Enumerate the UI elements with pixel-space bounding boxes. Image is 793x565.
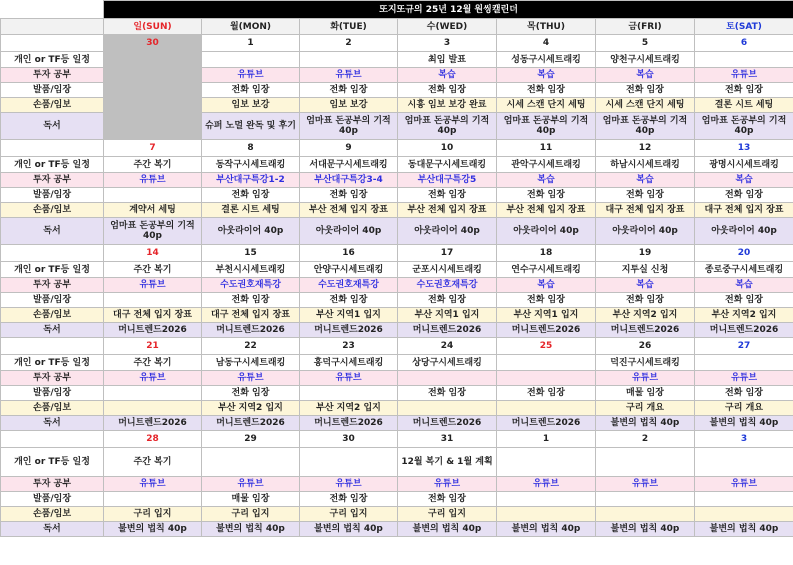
date-cell: 13 (695, 140, 793, 157)
calendar-cell: 구리 입지 (300, 507, 398, 522)
calendar-cell: 유튜브 (596, 371, 695, 386)
calendar-cell: 머니트렌드2026 (104, 416, 202, 431)
calendar-cell: 불변의 법칙 40p (695, 522, 793, 537)
day-header: 토(SAT) (695, 19, 793, 35)
calendar-cell (300, 52, 398, 68)
calendar-cell (300, 448, 398, 477)
date-cell: 19 (596, 245, 695, 262)
calendar-title: 또지또규의 25년 12월 원씽캘린더 (104, 1, 793, 19)
calendar-cell: 매물 임장 (596, 386, 695, 401)
row-label: 발품/임장 (1, 492, 104, 507)
date-cell: 14 (104, 245, 202, 262)
date-cell: 11 (497, 140, 596, 157)
calendar-cell: 복습 (497, 278, 596, 293)
row-label: 투자 공부 (1, 477, 104, 492)
calendar-cell: 불변의 법칙 40p (398, 522, 497, 537)
calendar-cell (497, 371, 596, 386)
calendar-cell: 시세 스캔 단지 세팅 (497, 98, 596, 113)
calendar-cell: 부산 지역2 입지 (695, 308, 793, 323)
calendar-cell: 머니트렌드2026 (398, 416, 497, 431)
calendar-cell: 지투실 신청 (596, 262, 695, 278)
date-cell: 27 (695, 338, 793, 355)
calendar-cell: 부산대구특강5 (398, 173, 497, 188)
calendar-cell: 대구 전체 입지 장표 (202, 308, 300, 323)
day-header: 금(FRI) (596, 19, 695, 35)
calendar-cell (104, 68, 202, 83)
week-spacer (1, 245, 104, 262)
date-cell: 5 (596, 35, 695, 52)
calendar-cell (398, 371, 497, 386)
calendar-cell: 유튜브 (695, 68, 793, 83)
calendar-cell (695, 507, 793, 522)
calendar-cell (104, 401, 202, 416)
calendar-cell: 양천구시세트래킹 (596, 52, 695, 68)
row-label: 손품/임보 (1, 507, 104, 522)
row-label: 독서 (1, 522, 104, 537)
calendar-cell: 유튜브 (300, 371, 398, 386)
calendar-cell: 동작구시세트래킹 (202, 157, 300, 173)
calendar-cell: 구리 개요 (596, 401, 695, 416)
calendar-cell (300, 386, 398, 401)
calendar-cell (497, 401, 596, 416)
calendar-cell: 최임 발표 (398, 52, 497, 68)
calendar-cell: 전화 임장 (596, 83, 695, 98)
calendar-cell: 머니트렌드2026 (300, 323, 398, 338)
calendar-cell: 아웃라이어 40p (202, 218, 300, 245)
calendar-cell: 불변의 법칙 40p (300, 522, 398, 537)
calendar-cell: 주간 복기 (104, 262, 202, 278)
calendar-cell: 동대문구시세트래킹 (398, 157, 497, 173)
date-cell: 3 (398, 35, 497, 52)
calendar-cell (596, 448, 695, 477)
date-cell: 23 (300, 338, 398, 355)
date-cell: 25 (497, 338, 596, 355)
calendar-cell: 유튜브 (398, 477, 497, 492)
calendar-cell: 엄마표 돈공부의 기적 40p (398, 113, 497, 140)
calendar-cell: 결론 시트 세팅 (695, 98, 793, 113)
calendar-cell: 머니트렌드2026 (497, 323, 596, 338)
calendar-cell: 계약서 세팅 (104, 203, 202, 218)
calendar-cell: 유튜브 (596, 477, 695, 492)
calendar-cell: 부산 지역2 입지 (596, 308, 695, 323)
row-label: 손품/임보 (1, 308, 104, 323)
day-header: 목(THU) (497, 19, 596, 35)
calendar-cell (596, 507, 695, 522)
calendar-cell: 유튜브 (202, 371, 300, 386)
calendar-cell (202, 448, 300, 477)
date-cell: 3 (695, 431, 793, 448)
date-cell: 18 (497, 245, 596, 262)
calendar-cell: 주간 복기 (104, 448, 202, 477)
row-label: 독서 (1, 416, 104, 431)
calendar-cell: 슈퍼 노멀 완독 및 후기 (202, 113, 300, 140)
calendar-cell: 시세 스캔 단지 세팅 (596, 98, 695, 113)
calendar-cell (104, 52, 202, 68)
calendar-cell: 유튜브 (202, 477, 300, 492)
calendar-cell: 엄마표 돈공부의 기적 40p (596, 113, 695, 140)
calendar-cell (497, 492, 596, 507)
calendar-cell: 머니트렌드2026 (202, 416, 300, 431)
row-label: 독서 (1, 218, 104, 245)
calendar-cell: 전화 임장 (300, 293, 398, 308)
calendar-cell: 불변의 법칙 40p (695, 416, 793, 431)
row-label: 투자 공부 (1, 371, 104, 386)
calendar-cell: 전화 임장 (596, 293, 695, 308)
row-label: 개인 or TF등 일정 (1, 262, 104, 278)
row-label: 발품/임장 (1, 83, 104, 98)
calendar-cell: 대구 전체 입지 장표 (104, 308, 202, 323)
date-cell: 22 (202, 338, 300, 355)
row-label: 투자 공부 (1, 278, 104, 293)
calendar-cell: 수도권호재특강 (398, 278, 497, 293)
row-label: 개인 or TF등 일정 (1, 355, 104, 371)
row-label: 개인 or TF등 일정 (1, 52, 104, 68)
calendar-cell: 머니트렌드2026 (596, 323, 695, 338)
date-cell: 6 (695, 35, 793, 52)
day-header: 화(TUE) (300, 19, 398, 35)
day-header: 일(SUN) (104, 19, 202, 35)
calendar-cell: 머니트렌드2026 (300, 416, 398, 431)
calendar-cell: 복습 (695, 173, 793, 188)
calendar-cell: 전화 임장 (202, 293, 300, 308)
calendar-cell (104, 293, 202, 308)
calendar-cell: 주간 복기 (104, 157, 202, 173)
date-cell: 15 (202, 245, 300, 262)
calendar-cell: 부산 지역2 입지 (300, 401, 398, 416)
calendar-cell: 엄마표 돈공부의 기적 40p (695, 113, 793, 140)
calendar-cell: 임보 보강 (300, 98, 398, 113)
calendar-cell: 구리 입지 (202, 507, 300, 522)
calendar-cell: 머니트렌드2026 (398, 323, 497, 338)
calendar-cell: 불변의 법칙 40p (497, 522, 596, 537)
row-label: 손품/임보 (1, 401, 104, 416)
row-label: 개인 or TF등 일정 (1, 448, 104, 477)
calendar-cell: 아웃라이어 40p (497, 218, 596, 245)
calendar-cell: 유튜브 (695, 477, 793, 492)
calendar-cell: 전화 임장 (497, 188, 596, 203)
calendar-cell: 12월 복기 & 1월 계획 (398, 448, 497, 477)
calendar-cell: 엄마표 돈공부의 기적 40p (104, 218, 202, 245)
day-header: 수(WED) (398, 19, 497, 35)
calendar-cell: 유튜브 (104, 173, 202, 188)
calendar-cell: 복습 (596, 68, 695, 83)
row-label: 손품/임보 (1, 98, 104, 113)
calendar-cell: 아웃라이어 40p (596, 218, 695, 245)
calendar-cell (104, 98, 202, 113)
calendar-cell: 하남시시세트래킹 (596, 157, 695, 173)
calendar-cell: 상당구시세트래킹 (398, 355, 497, 371)
calendar-cell: 유튜브 (695, 371, 793, 386)
calendar-cell: 부산 지역2 입지 (202, 401, 300, 416)
date-cell: 7 (104, 140, 202, 157)
row-label: 발품/임장 (1, 386, 104, 401)
calendar-cell: 전화 임장 (300, 188, 398, 203)
calendar-cell: 관악구시세트래킹 (497, 157, 596, 173)
day-header: 월(MON) (202, 19, 300, 35)
calendar-cell: 복습 (596, 278, 695, 293)
date-cell: 1 (497, 431, 596, 448)
calendar-cell: 부천시시세트래킹 (202, 262, 300, 278)
calendar-cell: 엄마표 돈공부의 기적 40p (300, 113, 398, 140)
calendar-cell: 남동구시세트래킹 (202, 355, 300, 371)
row-label: 발품/임장 (1, 188, 104, 203)
date-cell: 28 (104, 431, 202, 448)
calendar-cell: 매물 임장 (202, 492, 300, 507)
calendar-cell: 부산대구특강1-2 (202, 173, 300, 188)
calendar-cell (596, 492, 695, 507)
row-label: 투자 공부 (1, 68, 104, 83)
calendar-cell: 전화 임장 (695, 83, 793, 98)
date-cell: 10 (398, 140, 497, 157)
week-spacer (1, 140, 104, 157)
calendar-cell (104, 188, 202, 203)
calendar-cell: 전화 임장 (398, 188, 497, 203)
calendar-cell: 머니트렌드2026 (497, 416, 596, 431)
calendar-cell: 성동구시세트래킹 (497, 52, 596, 68)
calendar-cell: 불변의 법칙 40p (202, 522, 300, 537)
calendar-cell: 전화 임장 (695, 188, 793, 203)
date-cell: 2 (300, 35, 398, 52)
calendar-cell (202, 52, 300, 68)
calendar-cell: 전화 임장 (497, 83, 596, 98)
row-label: 투자 공부 (1, 173, 104, 188)
calendar-cell: 전화 임장 (202, 386, 300, 401)
calendar-cell (497, 355, 596, 371)
date-cell: 16 (300, 245, 398, 262)
calendar-cell: 종로중구시세트래킹 (695, 262, 793, 278)
date-cell: 24 (398, 338, 497, 355)
calendar-cell: 임보 보강 (202, 98, 300, 113)
calendar-cell: 전화 임장 (596, 188, 695, 203)
calendar-cell: 광명시시세트래킹 (695, 157, 793, 173)
calendar-cell: 아웃라이어 40p (398, 218, 497, 245)
calendar-cell: 전화 임장 (300, 492, 398, 507)
date-cell: 26 (596, 338, 695, 355)
calendar-cell (695, 448, 793, 477)
calendar-cell (695, 355, 793, 371)
calendar-cell (497, 448, 596, 477)
calendar-cell: 전화 임장 (497, 386, 596, 401)
calendar-cell: 전화 임장 (398, 83, 497, 98)
date-cell: 9 (300, 140, 398, 157)
calendar-cell: 전화 임장 (695, 386, 793, 401)
calendar-cell: 시흥 임보 보강 완료 (398, 98, 497, 113)
date-cell: 29 (202, 431, 300, 448)
calendar-cell: 복습 (398, 68, 497, 83)
calendar-cell: 유튜브 (202, 68, 300, 83)
corner (1, 19, 104, 35)
date-cell: 8 (202, 140, 300, 157)
date-cell: 12 (596, 140, 695, 157)
row-label: 손품/임보 (1, 203, 104, 218)
calendar-cell: 유튜브 (300, 477, 398, 492)
calendar-cell (497, 507, 596, 522)
calendar-cell: 부산 전체 입지 장표 (300, 203, 398, 218)
calendar-cell: 전화 임장 (398, 386, 497, 401)
calendar-cell: 전화 임장 (202, 83, 300, 98)
calendar-cell: 수도권호재특강 (300, 278, 398, 293)
calendar-cell: 부산대구특강3-4 (300, 173, 398, 188)
row-label: 독서 (1, 323, 104, 338)
calendar-cell: 구리 입지 (398, 507, 497, 522)
calendar-cell (695, 52, 793, 68)
calendar-cell: 복습 (497, 68, 596, 83)
calendar-cell: 유튜브 (104, 477, 202, 492)
calendar-cell: 안양구시세트래킹 (300, 262, 398, 278)
calendar-cell (398, 401, 497, 416)
calendar-cell: 결론 시트 세팅 (202, 203, 300, 218)
calendar-cell: 전화 임장 (202, 188, 300, 203)
calendar-cell: 대구 전체 입지 장표 (695, 203, 793, 218)
calendar-cell: 유튜브 (497, 477, 596, 492)
calendar-cell: 부산 지역1 입지 (300, 308, 398, 323)
corner (1, 1, 104, 19)
calendar-cell: 아웃라이어 40p (695, 218, 793, 245)
calendar-cell: 유튜브 (104, 278, 202, 293)
calendar-cell: 주간 복기 (104, 355, 202, 371)
calendar-cell: 전화 임장 (398, 492, 497, 507)
calendar-cell: 복습 (695, 278, 793, 293)
calendar-cell: 복습 (596, 173, 695, 188)
calendar-cell: 유튜브 (104, 371, 202, 386)
date-cell: 30 (104, 35, 202, 52)
row-label: 발품/임장 (1, 293, 104, 308)
calendar-cell: 덕진구시세트래킹 (596, 355, 695, 371)
calendar-cell: 전화 임장 (300, 83, 398, 98)
calendar-cell: 엄마표 돈공부의 기적 40p (497, 113, 596, 140)
calendar-cell: 구리 개요 (695, 401, 793, 416)
week-spacer (1, 338, 104, 355)
calendar-cell: 전화 임장 (695, 293, 793, 308)
calendar-cell: 머니트렌드2026 (695, 323, 793, 338)
calendar-cell (104, 113, 202, 140)
calendar-cell: 전화 임장 (398, 293, 497, 308)
calendar-cell (104, 83, 202, 98)
calendar-cell: 홍덕구시세트래킹 (300, 355, 398, 371)
date-cell: 31 (398, 431, 497, 448)
row-label: 독서 (1, 113, 104, 140)
date-cell: 20 (695, 245, 793, 262)
calendar-cell: 부산 전체 입지 장표 (398, 203, 497, 218)
week-spacer (1, 431, 104, 448)
calendar-cell: 유튜브 (300, 68, 398, 83)
date-cell: 1 (202, 35, 300, 52)
calendar-cell: 대구 전체 입지 장표 (596, 203, 695, 218)
date-cell: 30 (300, 431, 398, 448)
date-cell: 2 (596, 431, 695, 448)
calendar-cell: 부산 전체 입지 장표 (497, 203, 596, 218)
row-label: 개인 or TF등 일정 (1, 157, 104, 173)
calendar-cell: 불변의 법칙 40p (596, 416, 695, 431)
calendar-cell: 머니트렌드2026 (104, 323, 202, 338)
calendar-cell: 구리 입지 (104, 507, 202, 522)
calendar-cell: 군포시시세트래킹 (398, 262, 497, 278)
calendar-cell: 머니트렌드2026 (202, 323, 300, 338)
calendar-cell: 전화 임장 (497, 293, 596, 308)
calendar-cell: 부산 지역1 입지 (497, 308, 596, 323)
calendar-cell (695, 492, 793, 507)
date-cell: 21 (104, 338, 202, 355)
calendar-cell: 아웃라이어 40p (300, 218, 398, 245)
calendar-cell: 연수구시세트래킹 (497, 262, 596, 278)
calendar-cell: 불변의 법칙 40p (104, 522, 202, 537)
calendar-cell: 부산 지역1 입지 (398, 308, 497, 323)
calendar-cell (104, 386, 202, 401)
calendar-cell (104, 492, 202, 507)
calendar-cell: 수도권호재특강 (202, 278, 300, 293)
date-cell: 4 (497, 35, 596, 52)
calendar-cell: 불변의 법칙 40p (596, 522, 695, 537)
calendar-cell: 서대문구시세트래킹 (300, 157, 398, 173)
date-cell: 17 (398, 245, 497, 262)
week-spacer (1, 35, 104, 52)
calendar-cell: 복습 (497, 173, 596, 188)
